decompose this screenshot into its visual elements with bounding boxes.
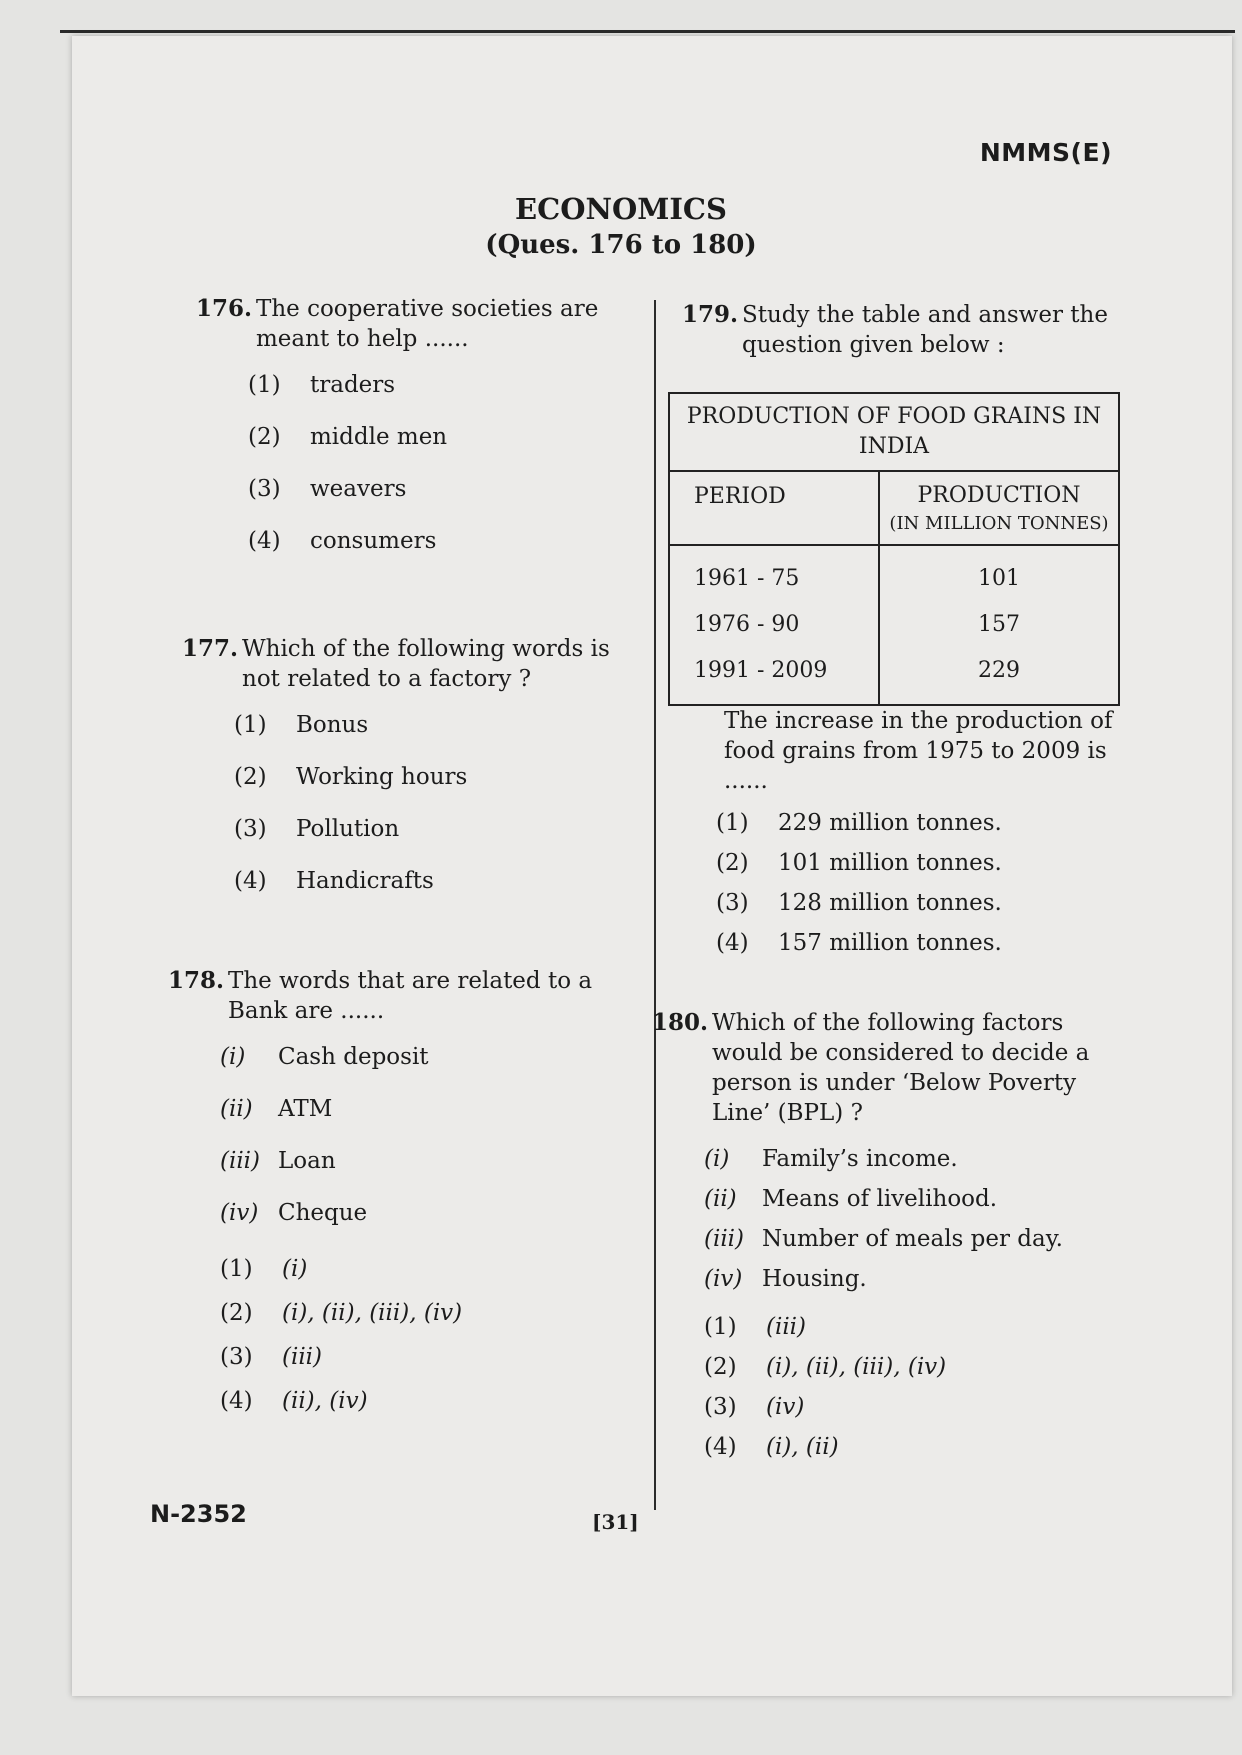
- answer-option[interactable]: (3) (iv): [704, 1394, 805, 1420]
- answer-option[interactable]: (2) middle men: [248, 424, 448, 450]
- answer-option[interactable]: (2) Working hours: [234, 764, 468, 790]
- question-number: 179.: [682, 301, 739, 328]
- answer-option[interactable]: (2) (i), (ii), (iii), (iv): [220, 1300, 463, 1326]
- answer-option[interactable]: (1) (iii): [704, 1314, 807, 1340]
- question-number: 177.: [182, 635, 239, 662]
- production-label: PRODUCTION: [917, 483, 1081, 508]
- statement-items: [652, 1144, 1122, 1304]
- section-subtitle: (Ques. 176 to 180): [485, 230, 757, 260]
- answer-option[interactable]: (4) consumers: [248, 528, 437, 554]
- statement-item: (iii) Number of meals per day.: [704, 1226, 1063, 1252]
- table-cell: 157: [978, 612, 1020, 637]
- question-text: Which of the following factors would be considered to decide a person is under ‘Below Poverty Line’ (BPL) ?: [712, 1010, 1090, 1126]
- statement-item: (i) Cash deposit: [220, 1044, 429, 1070]
- answer-options: [168, 1254, 630, 1430]
- food-grain-table: [668, 392, 1120, 706]
- table-header-production: [879, 471, 1119, 545]
- table-values: [879, 545, 1119, 705]
- question-text: The words that are related to a Bank are ......: [228, 968, 593, 1024]
- answer-option[interactable]: (3) 128 million tonnes.: [716, 890, 1002, 916]
- production-unit: (IN MILLION TONNES): [889, 513, 1109, 534]
- page-top-edge: [60, 30, 1235, 33]
- page-number: [31]: [592, 1510, 639, 1534]
- answer-option[interactable]: (1) Bonus: [234, 712, 369, 738]
- question-178: [168, 966, 630, 1430]
- answer-options: [182, 710, 632, 918]
- answer-option[interactable]: (4) (i), (ii): [704, 1434, 839, 1460]
- statement-item: (ii) ATM: [220, 1096, 333, 1122]
- question-number: 180.: [652, 1009, 709, 1036]
- question-179-followup: [668, 706, 1120, 968]
- answer-option[interactable]: (3) Pollution: [234, 816, 400, 842]
- table-cell: 229: [978, 658, 1020, 683]
- question-text: Which of the following words is not related to a factory ?: [242, 636, 610, 692]
- table-header-period: PERIOD: [669, 471, 879, 545]
- answer-option[interactable]: (2) 101 million tonnes.: [716, 850, 1002, 876]
- answer-option[interactable]: (4) (ii), (iv): [220, 1388, 368, 1414]
- table-periods: [669, 545, 879, 705]
- table-cell: 1991 - 2009: [694, 658, 828, 683]
- answer-option[interactable]: (3) (iii): [220, 1344, 323, 1370]
- answer-option[interactable]: (4) Handicrafts: [234, 868, 434, 894]
- question-176: [196, 294, 644, 578]
- question-text: The increase in the production of food grains from 1975 to 2009 is ......: [724, 708, 1113, 794]
- answer-options: [668, 808, 1120, 968]
- booklet-code: N-2352: [150, 1500, 247, 1528]
- answer-option[interactable]: (1) 229 million tonnes.: [716, 810, 1002, 836]
- answer-options: [652, 1312, 1122, 1472]
- question-180: [652, 1008, 1122, 1472]
- table-cell: 101: [978, 566, 1020, 591]
- question-text: The cooperative societies are meant to help ......: [256, 296, 599, 352]
- question-179: [682, 300, 1134, 360]
- statement-items: [168, 1042, 630, 1250]
- statement-item: (i) Family’s income.: [704, 1146, 958, 1172]
- answer-options: [196, 370, 644, 578]
- statement-item: (iv) Cheque: [220, 1200, 368, 1226]
- answer-option[interactable]: (2) (i), (ii), (iii), (iv): [704, 1354, 947, 1380]
- statement-item: (iv) Housing.: [704, 1266, 867, 1292]
- answer-option[interactable]: (1) (i): [220, 1256, 308, 1282]
- exam-code: NMMS(E): [979, 138, 1112, 167]
- answer-option[interactable]: (1) traders: [248, 372, 396, 398]
- question-number: 178.: [168, 967, 225, 994]
- section-title: ECONOMICS: [515, 192, 727, 226]
- table-cell: 1961 - 75: [694, 566, 800, 591]
- answer-option[interactable]: (4) 157 million tonnes.: [716, 930, 1002, 956]
- statement-item: (iii) Loan: [220, 1148, 336, 1174]
- table-title: PRODUCTION OF FOOD GRAINS IN INDIA: [669, 393, 1119, 471]
- question-number: 176.: [196, 295, 253, 322]
- table-cell: 1976 - 90: [694, 612, 800, 637]
- answer-option[interactable]: (3) weavers: [248, 476, 407, 502]
- question-text: Study the table and answer the question given below :: [742, 302, 1108, 358]
- statement-item: (ii) Means of livelihood.: [704, 1186, 998, 1212]
- question-177: [182, 634, 632, 918]
